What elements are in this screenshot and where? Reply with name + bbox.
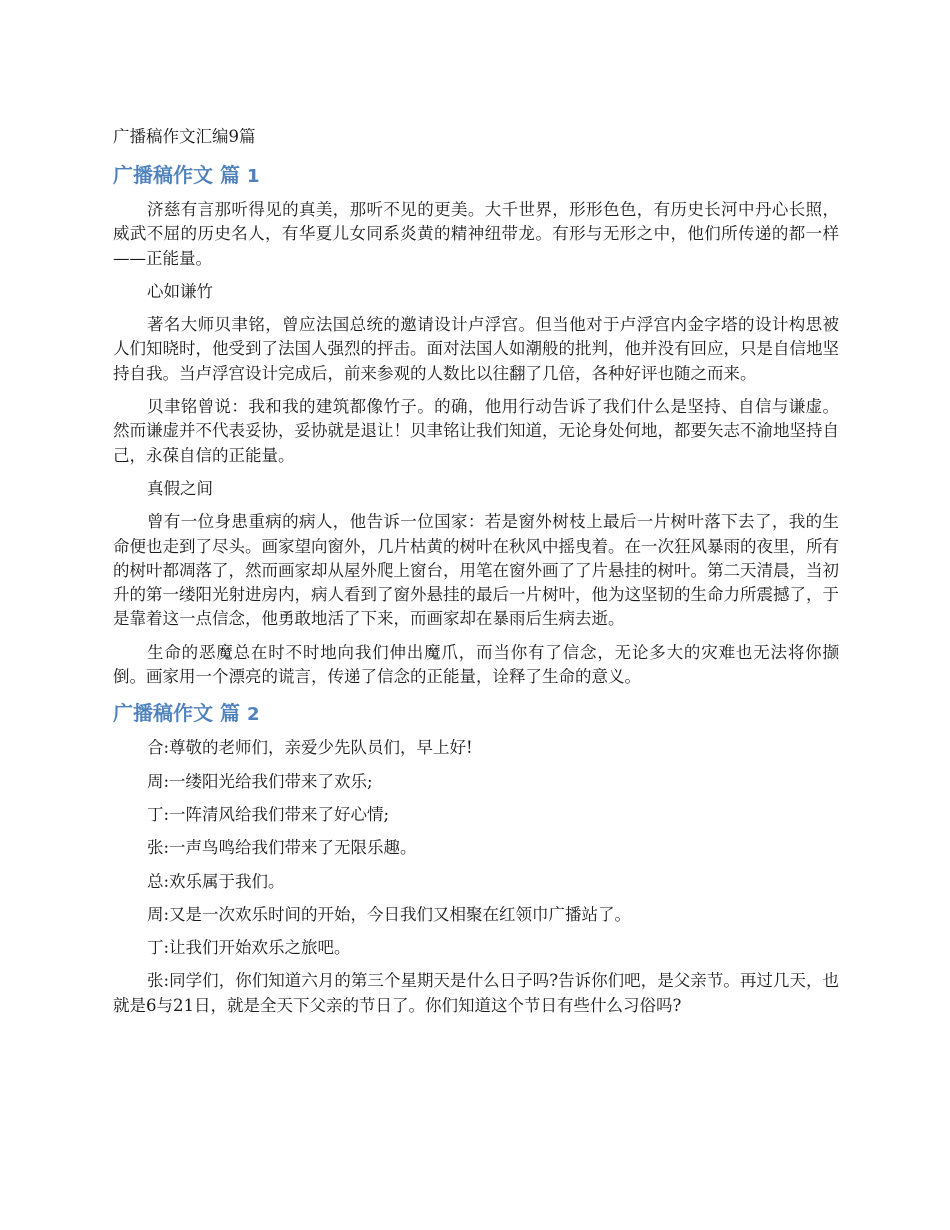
dialogue-line: 周:又是一次欢乐时间的开始，今日我们又相聚在红领巾广播站了。	[147, 904, 632, 924]
paragraph: 生命的恶魔总在时不时地向我们伸出魔爪，而当你有了信念，无论多大的灾难也无法将你撷倒。画家用一个漂亮的谎言，传递了信念的正能量，诠释了生命的意义。	[113, 642, 839, 687]
section-heading-text: 广播稿作文 篇	[113, 163, 240, 187]
paragraph: 贝聿铭曾说：我和我的建筑都像竹子。的确，他用行动告诉了我们什么是坚持、自信与谦虚。然而谦虚并不代表妥协，妥协就是退让！贝聿铭让我们知道，无论身处何地，都要矢志不渝地坚持自己，永葆自信的正能量。	[113, 397, 839, 465]
dialogue-line: 张:一声鸟鸣给我们带来了无限乐趣。	[147, 838, 417, 858]
document-title: 广播稿作文汇编9篇	[113, 127, 256, 146]
dialogue-line: 合:尊敬的老师们，亲爱少先队员们，早上好!	[147, 738, 473, 758]
dialogue-line: 总:欢乐属于我们。	[147, 871, 285, 891]
section-heading	[113, 698, 839, 730]
paragraph: 济慈有言那听得见的真美，那听不见的更美。大千世界，形形色色，有历史长河中丹心长照，威武不屈的历史名人，有华夏儿女同系炎黄的精神纽带龙。有形与无形之中，他们所传递的都一样——正能量。	[113, 200, 839, 268]
dialogue-line: 丁:让我们开始欢乐之旅吧。	[147, 938, 351, 958]
subheading: 心如谦竹	[147, 281, 213, 301]
section-heading	[113, 160, 839, 192]
section-1	[113, 160, 839, 689]
subheading: 真假之间	[147, 478, 213, 498]
paragraph: 曾有一位身患重病的病人，他告诉一位国家：若是窗外树枝上最后一片树叶落下去了，我的生命便也走到了尽头。画家望向窗外，几片枯黄的树叶在秋风中摇曳着。在一次狂风暴雨的夜里，所有的树叶都凋落了，然而画家却从屋外爬上窗台，用笔在窗外画了了片悬挂的树叶。第二天清晨，当初升的第一缕阳光射进房内，病人看到了窗外悬挂的最后一片树叶，他为这坚韧的生命力所震撼了，于是靠着这一点信念，他勇敢地活了下来，而画家却在暴雨后生病去逝。	[113, 512, 839, 629]
section-heading-text: 广播稿作文 篇	[113, 701, 240, 726]
dialogue-line: 周:一缕阳光给我们带来了欢乐;	[147, 771, 373, 791]
paragraph: 著名大师贝聿铭，曾应法国总统的邀请设计卢浮宫。但当他对于卢浮宫内金字塔的设计构思被人们知晓时，他受到了法国人强烈的抨击。面对法国人如潮般的批判，他并没有回应，只是自信地坚持自我。当卢浮宫设计完成后，前来参观的人数比以往翻了几倍，各种好评也随之而来。	[113, 315, 839, 383]
section-2	[113, 698, 839, 1018]
section-number: 1	[246, 166, 260, 187]
dialogue-line: 丁:一阵清风给我们带来了好心情;	[147, 804, 390, 824]
dialogue-line: 张:同学们，你们知道六月的第三个星期天是什么日子吗?告诉你们吧，是父亲节。再过几天，也就是6与21日，就是全天下父亲的节日了。你们知道这个节日有些什么习俗吗?	[113, 971, 839, 1015]
document-page	[113, 122, 839, 1027]
section-number: 2	[246, 704, 260, 726]
